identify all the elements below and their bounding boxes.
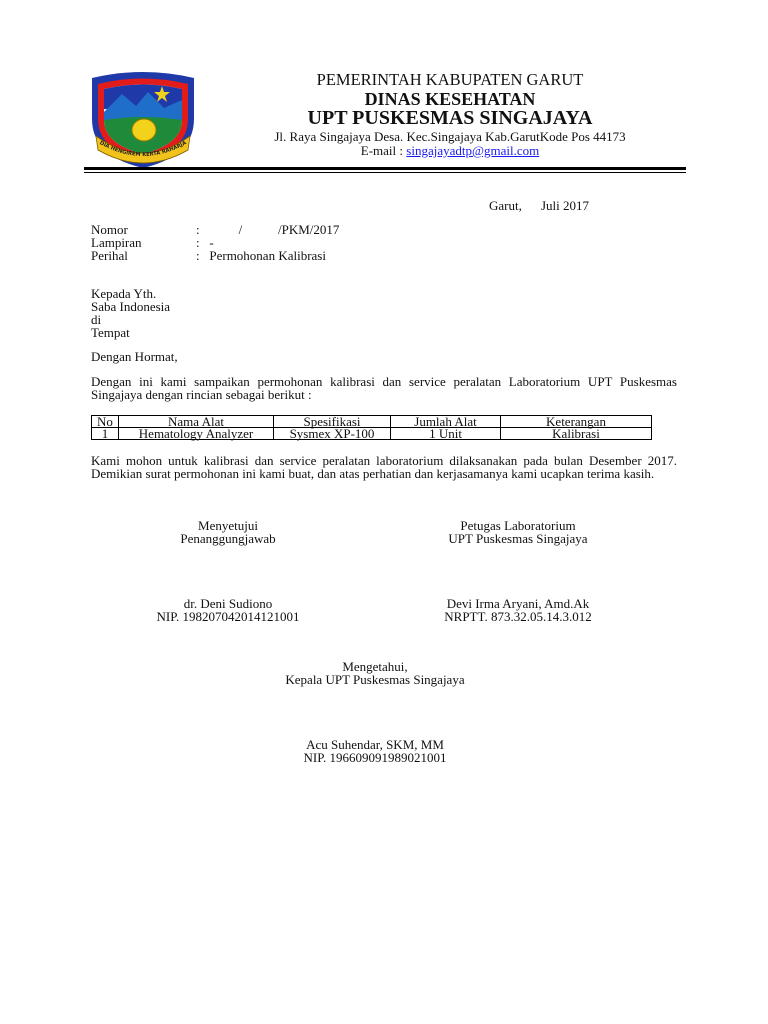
lampiran-value: : - <box>196 235 214 250</box>
closing-paragraph: Kami mohon untuk kalibrasi dan service peralatan laboratorium dilaksanakan pada bulan Desember 2017. Demikian surat permohonan ini kami buat, dan atas perhatian dan kerjasamanya kami ucapkan terima kasih. <box>91 453 677 482</box>
bottom-sign-role2: Kepala UPT Puskesmas Singajaya <box>285 672 465 687</box>
bottom-sign-role1: Mengetahui, <box>342 659 408 674</box>
bottom-signer-name: Acu Suhendar, SKM, MM <box>306 737 444 752</box>
table-cell: Sysmex XP-100 <box>274 428 391 440</box>
salutation: Dengan Hormat, <box>91 349 178 364</box>
table-header-cell: Jumlah Alat <box>391 416 501 428</box>
header-agency: DINAS KESEHATAN <box>364 89 536 109</box>
recipient-line2: Saba Indonesia <box>91 299 171 314</box>
bottom-signer-id: NIP. 196609091989021001 <box>303 750 447 765</box>
nomor-value: : / /PKM/2017 <box>196 222 340 237</box>
nomor-label: Nomor <box>91 222 128 237</box>
header-institution: UPT PUSKESMAS SINGAJAYA <box>307 107 593 129</box>
header-email-line <box>230 143 670 158</box>
left-sign-role1: Menyetujui <box>198 518 258 533</box>
left-signer-id: NIP. 198207042014121001 <box>156 609 300 624</box>
date-city: Garut, <box>489 198 522 213</box>
right-sign-role1: Petugas Laboratorium <box>460 518 576 533</box>
garut-regency-logo <box>88 64 198 170</box>
logo-motto: DIA HENGIREM KERTA RAHARJA <box>98 140 188 159</box>
recipient-line1: Kepada Yth. <box>91 286 157 301</box>
table-header-cell: Spesifikasi <box>274 416 391 428</box>
email-link[interactable]: singajayadtp@gmail.com <box>406 143 540 158</box>
perihal-label: Perihal <box>91 248 128 263</box>
table-row <box>92 428 652 440</box>
right-signer-id: NRPTT. 873.32.05.14.3.012 <box>444 609 592 624</box>
left-signer-name: dr. Deni Sudiono <box>183 596 273 611</box>
intro-paragraph: Dengan ini kami sampaikan permohonan kalibrasi dan service peralatan Laboratorium UPT Puskesmas Singajaya dengan rincian sebagai berikut : <box>91 374 677 403</box>
lampiran-label: Lampiran <box>91 235 142 250</box>
recipient-line4: Tempat <box>91 325 130 340</box>
header-address: Jl. Raya Singajaya Desa. Kec.Singajaya Kab.GarutKode Pos 44173 <box>274 129 626 144</box>
table-cell: 1 <box>92 428 119 440</box>
table-header-cell: No <box>92 416 119 428</box>
header-government: PEMERINTAH KABUPATEN GARUT <box>316 70 584 89</box>
letterhead-divider-thick <box>84 167 686 170</box>
email-label: E-mail : <box>360 143 407 158</box>
right-signer-name: Devi Irma Aryani, Amd.Ak <box>446 596 590 611</box>
equipment-table <box>91 415 652 440</box>
right-sign-role2: UPT Puskesmas Singajaya <box>448 531 588 546</box>
perihal-value: : Permohonan Kalibrasi <box>196 248 326 263</box>
date-month-year: Juli 2017 <box>541 198 590 213</box>
letterhead-divider-thin <box>84 172 686 173</box>
table-cell: Hematology Analyzer <box>119 428 274 440</box>
table-header-cell: Keterangan <box>501 416 652 428</box>
table-cell: 1 Unit <box>391 428 501 440</box>
table-header-cell: Nama Alat <box>119 416 274 428</box>
table-cell: Kalibrasi <box>501 428 652 440</box>
recipient-line3: di <box>91 312 102 327</box>
left-sign-role2: Penanggungjawab <box>180 531 276 546</box>
